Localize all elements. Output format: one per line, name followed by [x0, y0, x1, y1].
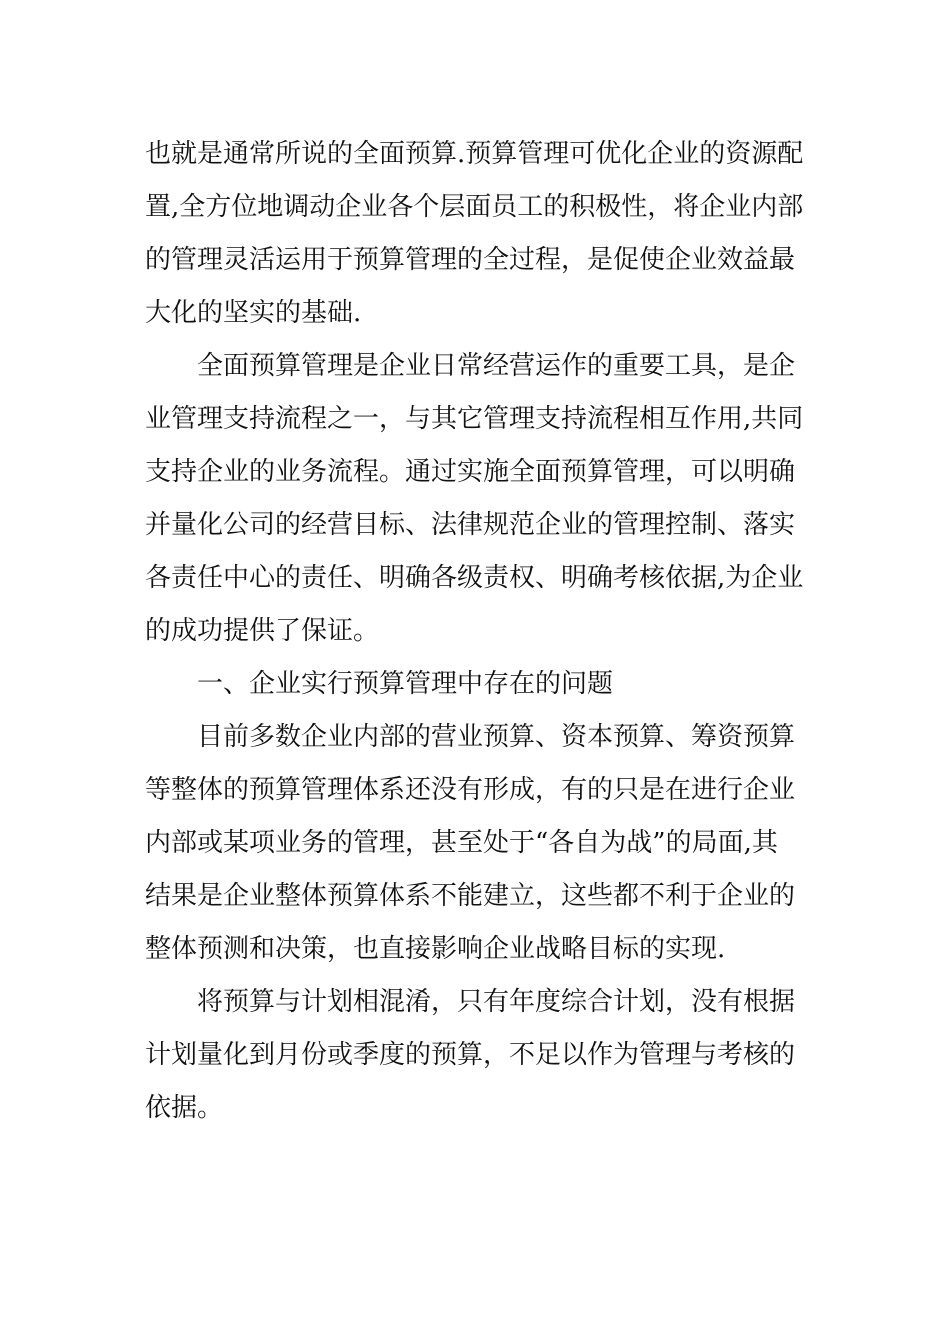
text-line: 依据。 — [145, 1093, 224, 1123]
text-line: 大化的坚实的基础. — [145, 298, 362, 328]
text-line: 目前多数企业内部的营业预算、资本预算、筹资预算 — [145, 722, 796, 752]
paragraph — [145, 128, 807, 340]
heading-line: 一、企业实行预算管理中存在的问题 — [145, 669, 614, 699]
paragraph — [145, 976, 807, 1135]
paragraph — [145, 340, 807, 658]
text-line: 结果是企业整体预算体系不能建立，这些都不利于企业的 — [145, 881, 796, 911]
paragraph — [145, 711, 807, 976]
text-line: 支持企业的业务流程。通过实施全面预算管理，可以明确 — [145, 457, 796, 487]
text-line: 内部或某项业务的管理，甚至处于“各自为战”的局面,其 — [145, 828, 778, 858]
text-line: 业管理支持流程之一，与其它管理支持流程相互作用,共同 — [145, 404, 804, 434]
text-line: 也就是通常所说的全面预算.预算管理可优化企业的资源配 — [145, 139, 804, 169]
text-line: 的成功提供了保证。 — [145, 616, 380, 646]
text-line: 等整体的预算管理体系还没有形成，有的只是在进行企业 — [145, 775, 796, 805]
document-body — [145, 128, 807, 1135]
text-line: 全面预算管理是企业日常经营运作的重要工具，是企 — [145, 351, 796, 381]
text-line: 的管理灵活运用于预算管理的全过程，是促使企业效益最 — [145, 245, 796, 275]
text-line: 各责任中心的责任、明确各级责权、明确考核依据,为企业 — [145, 563, 804, 593]
section-heading — [145, 658, 807, 711]
text-line: 计划量化到月份或季度的预算，不足以作为管理与考核的 — [145, 1040, 796, 1070]
text-line: 并量化公司的经营目标、法律规范企业的管理控制、落实 — [145, 510, 796, 540]
text-line: 整体预测和决策，也直接影响企业战略目标的实现. — [145, 934, 726, 964]
text-line: 置,全方位地调动企业各个层面员工的积极性，将企业内部 — [145, 192, 804, 222]
text-line: 将预算与计划相混淆，只有年度综合计划，没有根据 — [145, 987, 796, 1017]
